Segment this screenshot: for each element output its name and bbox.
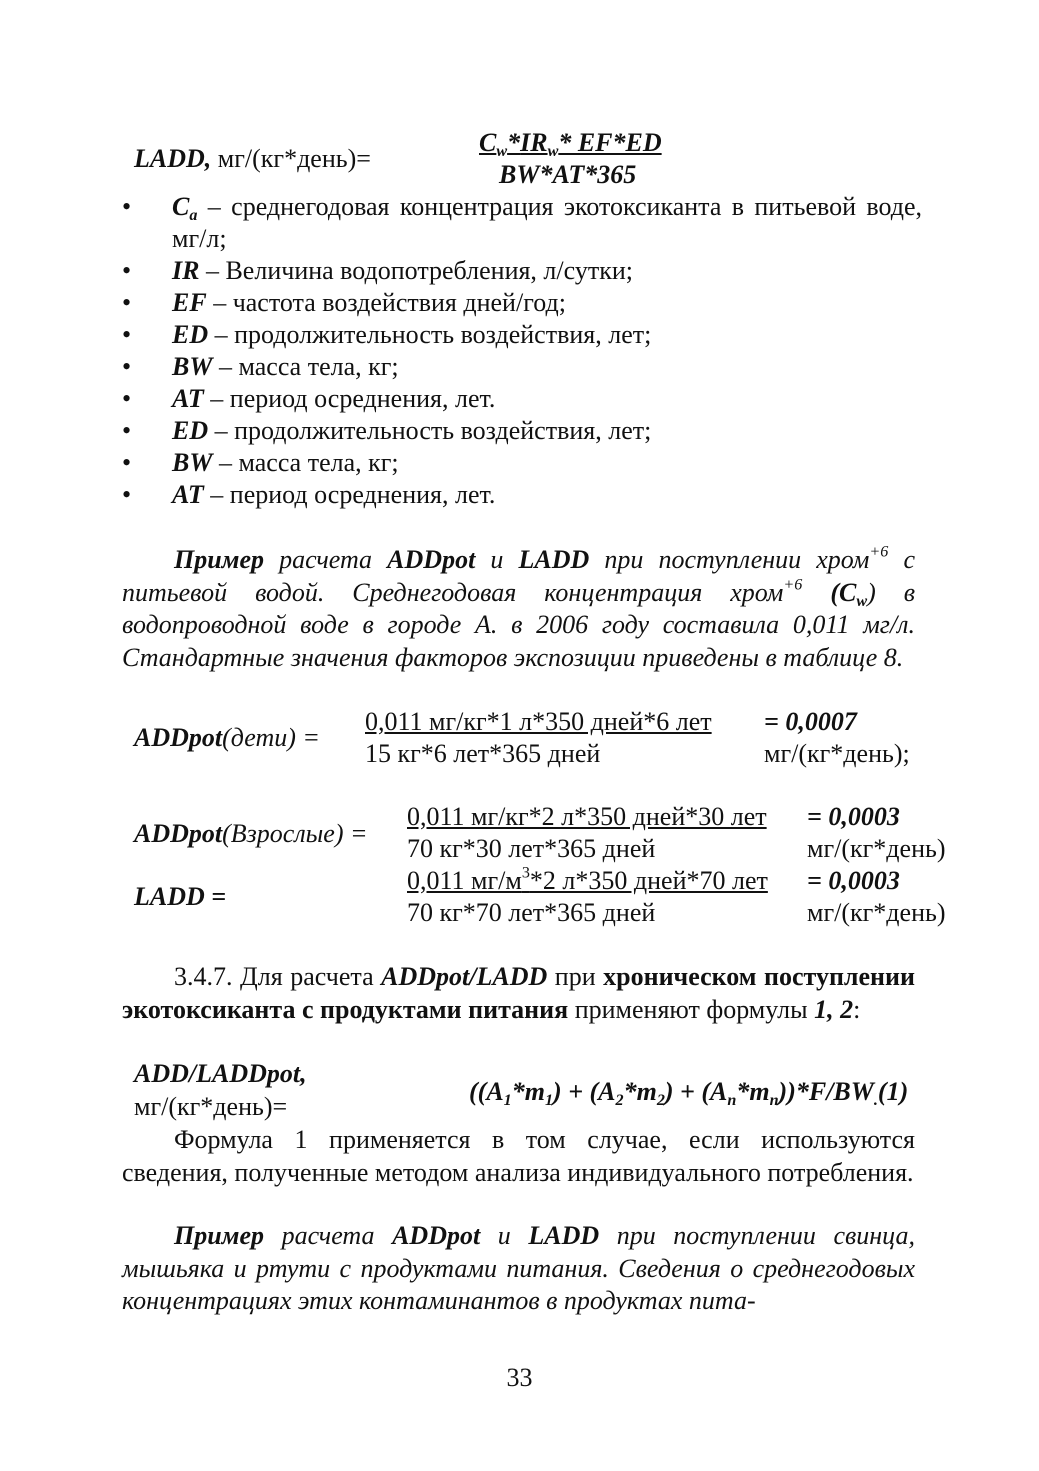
f1-part: ))*F/BW (778, 1077, 874, 1106)
section-number: 3.4.7. (174, 962, 233, 991)
example2-text: при поступлении свинца, мышьяка и ртути с продуктами питания. Сведения о среднегодовых концентрациях этих контаминантов в продуктах пита- (122, 1221, 915, 1315)
ladd-label-var: LADD, (134, 144, 212, 173)
definition-text: – продолжительность воздействия, лет; (208, 416, 652, 445)
definition-text: – период осреднения, лет. (203, 384, 496, 413)
f1-sub: n (727, 1091, 737, 1109)
example1-addpot: ADDpot (387, 545, 476, 574)
example1-text: при поступлении хром (589, 545, 870, 574)
ladd-formula-label (134, 143, 371, 175)
calc-children-result: = 0,0007 (764, 707, 857, 736)
num-ir-sub: w (547, 142, 559, 160)
bullet: • (122, 192, 132, 221)
calc-adults-unit: мг/(кг*день) (807, 834, 946, 863)
example2-paragraph (122, 1220, 915, 1318)
definition-item (122, 255, 922, 287)
calc-children-denominator: 15 кг*6 лет*365 дней (365, 739, 601, 768)
example2-addpot: ADDpot (392, 1221, 481, 1250)
f1-sub: 2 (656, 1091, 665, 1109)
section-text: : (853, 994, 861, 1024)
f1-number: (1) (877, 1077, 909, 1106)
calc-ladd-label: LADD = (134, 882, 227, 911)
calc-children-numerator: 0,011 мг/кг*1 л*350 дней*6 лет (365, 707, 712, 736)
example1-text: ) в водопроводной воде в городе А. в 2006 году составила 0,011 мг/л. Стандартные значения факторов экспозиции приведены в таблице 8. (122, 577, 916, 672)
calc-children-label (134, 722, 320, 754)
calc-ladd-num-pre: 0,011 мг/м (407, 866, 522, 895)
f1-part: ) + (A (553, 1077, 616, 1106)
calc-ladd-result: = 0,0003 (807, 866, 900, 895)
f1-sub: . (873, 1091, 878, 1109)
ladd-formula-denominator: BW*AT*365 (499, 160, 637, 189)
calc-ladd-unit: мг/(кг*день) (807, 898, 946, 927)
calc-ladd-num-sup: 3 (521, 864, 530, 882)
calc-adults-numerator: 0,011 мг/кг*2 л*350 дней*30 лет (407, 802, 767, 831)
calc-var: ADDpot (134, 723, 223, 752)
example1-sub: w (856, 592, 868, 610)
definition-text: – период осреднения, лет. (203, 480, 496, 509)
definition-term: BW (172, 448, 213, 477)
definition-term: ED (172, 320, 209, 349)
definition-term: EF (172, 288, 207, 317)
bullet: • (122, 320, 132, 349)
definition-item (122, 415, 922, 447)
example1-cw: (C (802, 577, 857, 607)
definition-term: AT (172, 480, 204, 509)
num-c: C (479, 128, 497, 157)
section-nums: 1, 2 (814, 994, 854, 1024)
definition-text: – частота воздействия дней/год; (206, 288, 566, 317)
definition-term: AT (172, 384, 204, 413)
f1-sub: n (769, 1091, 779, 1109)
bullet: • (122, 256, 132, 285)
definition-text: – среднегодовая концентрация экотоксиканта в питьевой воде, мг/л; (172, 192, 922, 253)
definition-item (122, 287, 922, 319)
f1-part: ((A (469, 1077, 504, 1106)
calc-var: ADDpot (134, 819, 223, 848)
example1-text: с питьевой водой. Среднегодовая концентрация хром (122, 545, 915, 607)
definition-item (122, 447, 922, 479)
formula1-expression (469, 1076, 908, 1108)
num-mid: * (507, 128, 521, 157)
example1-sup: +6 (783, 576, 803, 594)
f1-part: ) + (A (664, 1077, 728, 1106)
bullet: • (122, 288, 132, 317)
definition-text: – масса тела, кг; (212, 352, 399, 381)
bullet: • (122, 416, 132, 445)
example2-ladd: LADD (528, 1221, 600, 1250)
definition-text: – Величина водопотребления, л/сутки; (199, 256, 633, 285)
section-text: при (547, 962, 604, 991)
f1-part: *m (511, 1077, 545, 1106)
section-bold: хроническом поступлении экотоксиканта с продуктами питания (122, 962, 915, 1024)
page-number: 33 (506, 1363, 533, 1392)
calc-children-unit: мг/(кг*день); (764, 739, 910, 768)
definition-term: C (172, 192, 190, 221)
example2-text: и (480, 1221, 529, 1250)
section-text: Для расчета (232, 962, 382, 991)
calc-label-rest: (Взрослые) = (222, 819, 368, 848)
f1-sub: 1 (503, 1091, 512, 1109)
calc-ladd-denominator: 70 кг*70 лет*365 дней (407, 898, 656, 927)
definition-item (122, 351, 922, 383)
example2-text: расчета (264, 1221, 393, 1250)
example1-sup: +6 (869, 543, 889, 561)
formula1-note: Формула 1 применяется в том случае, если используются сведения, полученные методом анализа индивидуального потребления. (122, 1125, 915, 1187)
definition-term: IR (172, 256, 200, 285)
definition-term: BW (172, 352, 213, 381)
example1-lead: Пример (174, 545, 265, 574)
f1-part: *m (736, 1077, 770, 1106)
calc-adults-result: = 0,0003 (807, 802, 900, 831)
f1-sub: 2 (615, 1091, 624, 1109)
example2-lead: Пример (174, 1221, 265, 1250)
example1-paragraph (122, 544, 915, 674)
formula1-label-line2: мг/(кг*день)= (134, 1092, 288, 1121)
bullet: • (122, 448, 132, 477)
definitions-list (122, 191, 922, 511)
num-c-sub: w (496, 142, 508, 160)
calc-adults-denominator: 70 кг*30 лет*365 дней (407, 834, 656, 863)
section-formula: ADDpot/LADD (381, 962, 548, 991)
ladd-formula-numerator (479, 127, 662, 159)
calc-ladd-num-post: *2 л*350 дней*70 лет (529, 866, 768, 895)
bullet: • (122, 352, 132, 381)
num-rest: * EF*ED (558, 128, 662, 157)
definition-item (122, 191, 922, 255)
definition-term-sub: a (189, 206, 198, 224)
calc-label-rest: (дети) = (222, 723, 320, 752)
f1-part: *m (623, 1077, 657, 1106)
definition-item (122, 383, 922, 415)
num-ir: IR (520, 128, 548, 157)
definition-item (122, 319, 922, 351)
f1-sub: 1 (544, 1091, 554, 1109)
example1-ladd: LADD (518, 545, 590, 574)
ladd-label-unit: мг/(кг*день)= (211, 144, 371, 173)
definition-text: – масса тела, кг; (212, 448, 399, 477)
example1-text: расчета (264, 545, 388, 574)
definition-term: ED (172, 416, 209, 445)
bullet: • (122, 480, 132, 509)
calc-adults-label (134, 818, 368, 850)
example1-text: и (475, 545, 519, 574)
definition-text: – продолжительность воздействия, лет; (208, 320, 652, 349)
calc-ladd-numerator (407, 865, 768, 897)
section-347-paragraph (122, 961, 915, 1026)
definition-item (122, 479, 922, 511)
section-text: применяют формулы (568, 994, 815, 1024)
bullet: • (122, 384, 132, 413)
formula1-label-line1: ADD/LADDpot, (134, 1059, 307, 1088)
